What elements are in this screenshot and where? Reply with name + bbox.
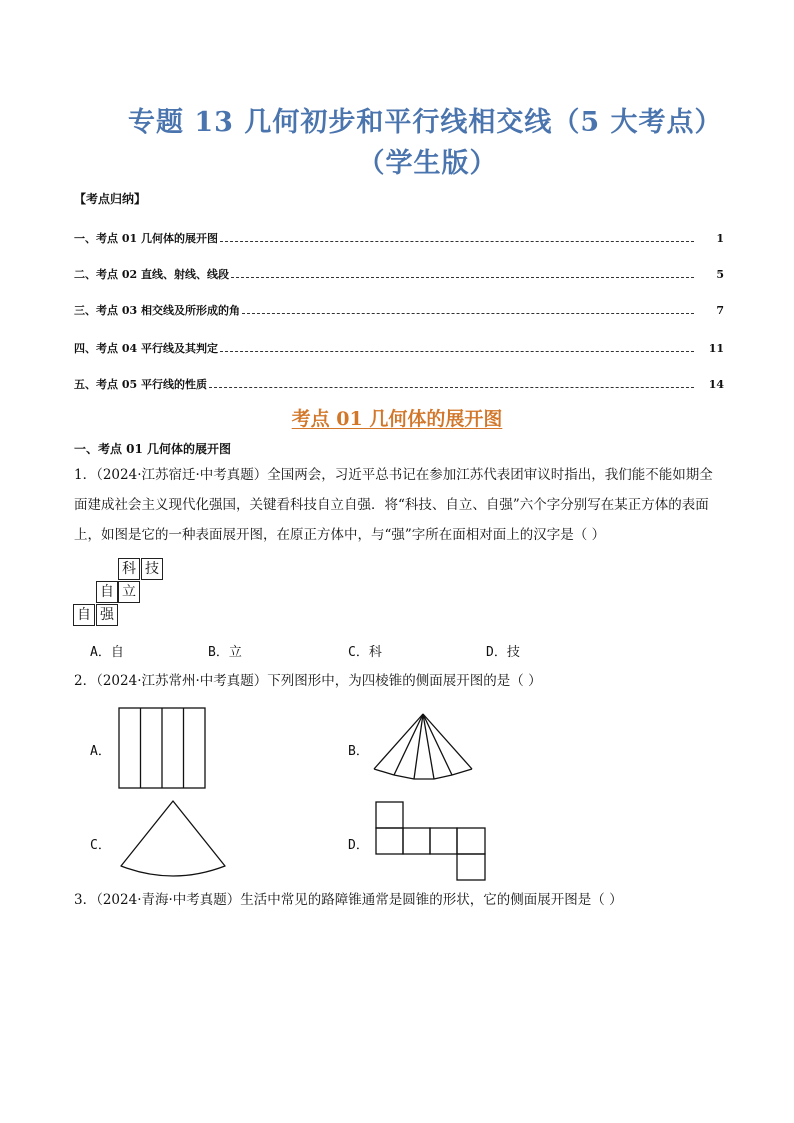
toc-item-5[interactable] (74, 376, 724, 392)
toc-item-page: 11 (708, 341, 724, 355)
net-cell: 技 (141, 558, 163, 580)
question-1-line3: 上，如图是它的一种表面展开图，在原正方体中，与“强”字所在面相对面上的汉字是（ ） (74, 527, 606, 543)
q2-option-d[interactable]: D． (348, 838, 369, 853)
page-title-line1: 专题 13 几何初步和平行线相交线（5 大考点） (128, 107, 723, 138)
toc-item-label: 三、考点 03 相交线及所形成的角 (74, 304, 240, 317)
q2-figure-b-triangle-fan (372, 712, 474, 782)
q2-option-c[interactable]: C． (90, 838, 111, 853)
section-title: 考点 01 几何体的展开图 (291, 408, 503, 430)
q1-option-c[interactable]: C．科 (348, 645, 382, 660)
net-cell: 自 (73, 604, 95, 626)
toc-item-4[interactable] (74, 340, 724, 356)
toc-item-label: 四、考点 04 平行线及其判定 (74, 342, 218, 355)
toc-item-2[interactable] (74, 266, 724, 282)
q1-option-a[interactable]: A．自 (90, 645, 124, 660)
toc-item-page: 7 (716, 303, 724, 317)
q2-figure-d-cube-net (374, 800, 488, 882)
toc-item-label: 一、考点 01 几何体的展开图 (74, 232, 218, 245)
question-1-line1: 1．（2024·江苏宿迁·中考真题）全国两会，习近平总书记在参加江苏代表团审议时指出，我们能不能如期全 (74, 467, 713, 483)
toc-leader (209, 381, 694, 388)
toc-leader (220, 345, 694, 352)
q2-figure-a-rectangles (118, 707, 206, 789)
net-cell: 强 (96, 604, 118, 626)
toc-item-3[interactable] (74, 302, 724, 318)
question-1-line2: 面建成社会主义现代化强国，关键看科技自立自强．将“科技、自立、自强”六个字分别写在某正方体的表面 (74, 497, 709, 513)
toc-item-1[interactable] (74, 230, 724, 246)
q2-option-a[interactable]: A． (90, 744, 111, 759)
net-cell: 自 (96, 581, 118, 603)
toc-item-label: 二、考点 02 直线、射线、线段 (74, 268, 229, 281)
q1-option-b[interactable]: B．立 (208, 645, 242, 660)
toc-leader (231, 271, 694, 278)
page-title-line2: （学生版） (357, 148, 498, 179)
toc-item-page: 1 (716, 231, 724, 245)
question-3-text: 3．（2024·青海·中考真题）生活中常见的路障锥通常是圆锥的形状，它的侧面展开图是（ ） (74, 892, 623, 908)
toc-item-label: 五、考点 05 平行线的性质 (74, 378, 207, 391)
toc-heading: 【考点归纳】 (74, 192, 147, 206)
q2-option-b[interactable]: B． (348, 744, 369, 759)
section-subheading: 一、考点 01 几何体的展开图 (74, 442, 232, 456)
toc-leader (242, 307, 694, 314)
q1-option-d[interactable]: D．技 (486, 645, 520, 660)
net-cell: 立 (118, 581, 140, 603)
toc-item-page: 14 (708, 377, 724, 391)
q2-figure-c-sector (118, 798, 228, 880)
net-cell: 科 (118, 558, 140, 580)
question-2-text: 2．（2024·江苏常州·中考真题）下列图形中，为四棱锥的侧面展开图的是（ ） (74, 673, 542, 689)
toc-item-page: 5 (716, 267, 724, 281)
toc-leader (220, 235, 694, 242)
